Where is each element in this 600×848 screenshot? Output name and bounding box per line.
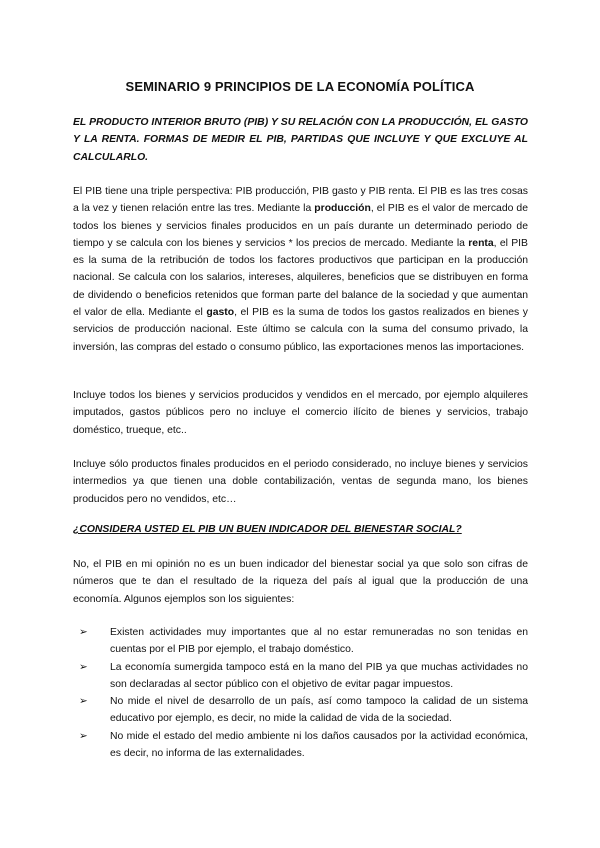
list-item: [73, 624, 528, 659]
list-item: [73, 728, 528, 763]
arrow-bullet-icon: ➢: [79, 627, 88, 638]
section-heading-bienestar: ¿CONSIDERA USTED EL PIB UN BUEN INDICADOR DEL BIENESTAR SOCIAL?: [73, 524, 462, 535]
text-segment: , el PIB es el valor de mercado de todos los bienes y servicios finales producidos en un país durante un determinado periodo de tiempo y se calcula con los bienes y servicios * los precios de mercado. Mediante la: [73, 203, 528, 249]
list-item-text: No mide el nivel de desarrollo de un país, así como tampoco la calidad de un sistema educativo por ejemplo, es decir, no mide la calidad de vida de la sociedad.: [110, 696, 528, 725]
arrow-bullet-icon: ➢: [79, 730, 88, 742]
term-produccion: producción: [314, 203, 371, 215]
arrow-bullet-icon: ➢: [79, 661, 88, 673]
text-segment: , el PIB es la suma de la retribución de todos los factores productivos que participan en la producción nacional. Se calcula con los salarios, intereses, alquileres, beneficios que se distribuyen en forma de dividendo o beneficios retenidos que forman parte del balance de la sociedad y que aumentan el valor de ella. Mediante el: [73, 237, 528, 319]
text-segment: , el PIB es la suma de todos los gastos realizados en bienes y servicios de producción nacional. Este último se calcula con la suma del consumo privado, la inversión, las compras del estado o consumo público, las exportaciones menos las importaciones.: [73, 307, 529, 353]
list-item: [73, 693, 528, 728]
section-heading-pib: EL PRODUCTO INTERIOR BRUTO (PIB) Y SU RELACIÓN CON LA PRODUCCIÓN, EL GASTO Y LA RENTA. FORMAS DE MEDIR EL PIB, PARTIDAS QUE INCLUYE Y QUE EXCLUYE AL CALCULARLO.: [73, 117, 528, 163]
list-item-text: La economía sumergida tampoco está en la mano del PIB ya que muchas actividades no son declaradas al sector público con el objetivo de evitar pagar impuestos.: [110, 661, 528, 690]
list-item: [73, 659, 528, 694]
paragraph-includes-market: Incluye todos los bienes y servicios producidos y vendidos en el mercado, por ejemplo alquileres imputados, gastos públicos pero no incluye el comercio ilícito de bienes y servicios, trabajo doméstico, trueque, etc..: [73, 390, 528, 436]
examples-list: [73, 624, 528, 762]
paragraph-opinion: No, el PIB en mi opinión no es un buen indicador del bienestar social ya que solo son cifras de números que te dan el resultado de la riqueza del país al igual que la producción de una economía. Algunos ejemplos son los siguientes:: [73, 559, 528, 605]
term-gasto: gasto: [206, 307, 235, 319]
text-segment: El PIB tiene una triple perspectiva: PIB producción, PIB gasto y PIB renta. El PIB es las tres cosas a la vez y tienen relación entre las tres. Mediante la: [73, 186, 528, 215]
arrow-bullet-icon: ➢: [79, 696, 88, 708]
paragraph-pib-perspectives: [73, 183, 528, 356]
term-renta: renta: [468, 237, 494, 249]
list-item-text: No mide el estado del medio ambiente ni los daños causados por la actividad económica, es decir, no informa de las externalidades.: [110, 730, 528, 760]
page-title: SEMINARIO 9 PRINCIPIOS DE LA ECONOMÍA POLÍTICA: [125, 79, 475, 94]
paragraph-includes-final: Incluye sólo productos finales producidos en el periodo considerado, no incluye bienes y servicios intermedios ya que tienen una doble contabilización, ventas de segunda mano, los bienes producidos pero no vendidos, etc…: [73, 459, 528, 505]
list-item-text: Existen actividades muy importantes que al no estar remuneradas no son tenidas en cuentas por el PIB por ejemplo, el trabajo doméstico.: [110, 627, 528, 656]
